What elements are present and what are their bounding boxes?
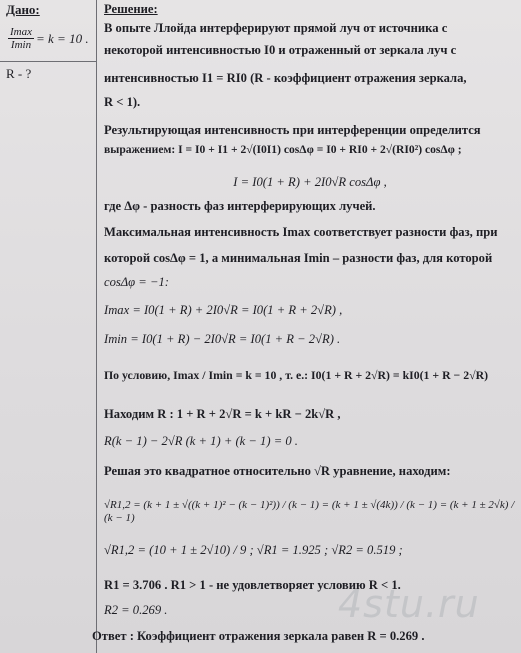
fraction-numerator: Imax [10, 26, 32, 38]
solution-equation: R2 = 0.269 . [104, 603, 168, 617]
solution-equation: cosΔφ = −1: [104, 275, 169, 289]
solution-equation: Imin = I0(1 + R) − 2I0√R = I0(1 + R − 2√R) . [104, 332, 341, 346]
solution-equation: √R1,2 = (k + 1 ± √((k + 1)² − (k − 1)²)) / (k − 1) = (k + 1 ± √(4k)) / (k − 1) = (k + 1 ± 2√k) / (k − 1) [104, 499, 515, 524]
solution-equation: Imax = I0(1 + R) + 2I0√R = I0(1 + R + 2√R) , [104, 303, 343, 317]
solution-equation: R(k − 1) − 2√R (k + 1) + (k − 1) = 0 . [104, 434, 298, 448]
solution-equation: I = I0(1 + R) + 2I0√R cosΔφ , [233, 175, 387, 189]
solution-line: R < 1). [104, 95, 141, 109]
given-condition-value: = k = 10 . [36, 30, 89, 46]
solution-line: Находим R : 1 + R + 2√R = k + kR − 2k√R , [104, 407, 341, 421]
solution-line: Решая это квадратное относительно √R уравнение, находим: [104, 464, 451, 478]
find-label: R - ? [6, 66, 32, 81]
fraction-denominator: Imin [10, 39, 32, 51]
solution-line: Результирующая интенсивность при интерференции определится [104, 123, 481, 137]
solution-line: некоторой интенсивностью I0 и отраженный от зеркала луч с [104, 43, 457, 57]
given-divider [0, 61, 96, 62]
given-section [6, 2, 94, 81]
column-divider [96, 0, 97, 653]
given-label: Дано: [6, 2, 40, 17]
solution-answer: Ответ : Коэффициент отражения зеркала равен R = 0.269 . [92, 629, 425, 643]
given-condition [6, 26, 94, 51]
solution-line: выражением: I = I0 + I1 + 2√(I0I1) cosΔφ = I0 + RI0 + 2√(RI0²) cosΔφ ; [104, 143, 462, 156]
solution-line: Максимальная интенсивность Imax соответствует разности фаз, при [104, 225, 498, 239]
solution-title: Решение: [104, 2, 158, 16]
solution-line: интенсивностью I1 = RI0 (R - коэффициент отражения зеркала, [104, 71, 467, 85]
solution-equation: √R1,2 = (10 + 1 ± 2√10) / 9 ; √R1 = 1.925 ; √R2 = 0.519 ; [104, 543, 403, 557]
solution-line: которой cosΔφ = 1, а минимальная Imin – разности фаз, для которой [104, 251, 493, 265]
solution-line: R1 = 3.706 . R1 > 1 - не удовлетворяет условию R < 1. [104, 578, 401, 592]
solution-line: где Δφ - разность фаз интерферирующих лучей. [104, 199, 376, 213]
watermark: 4stu.ru [338, 582, 480, 626]
solution-line: По условию, Imax / Imin = k = 10 , т. е.: I0(1 + R + 2√R) = kI0(1 + R − 2√R) [104, 368, 489, 382]
solution-line: В опыте Ллойда интерферируют прямой луч от источника с [104, 21, 448, 35]
given-fraction [8, 26, 34, 51]
